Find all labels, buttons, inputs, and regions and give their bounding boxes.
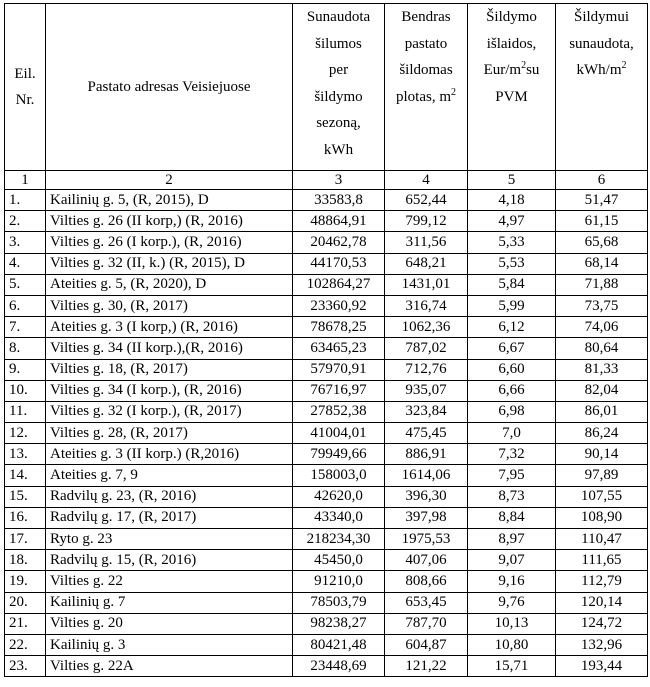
building-address-cell: Ateities g. 3 (I korp,) (R, 2016) [46,317,293,338]
heating-cost-cell: 6,66 [468,380,556,401]
table-row [5,571,648,592]
heating-cost-cell: 7,95 [468,465,556,486]
heating-cost-cell: 4,97 [468,211,556,232]
table-row [5,486,648,507]
row-number-cell: 10. [5,380,46,401]
heated-area-cell: 1614,06 [385,465,468,486]
heated-area-cell: 648,21 [385,253,468,274]
building-address-cell: Radvilų g. 17, (R, 2017) [46,507,293,528]
building-address-cell: Kailinių g. 7 [46,592,293,613]
consumption-per-m2-cell: 120,14 [556,592,648,613]
table-row [5,338,648,359]
row-number-cell: 8. [5,338,46,359]
consumption-per-m2-cell: 61,15 [556,211,648,232]
heating-cost-cell: 5,33 [468,232,556,253]
table-row [5,592,648,613]
heated-area-cell: 787,70 [385,613,468,634]
table-row [5,634,648,655]
header-row [5,4,648,171]
heat-consumed-cell: 45450,0 [293,550,385,571]
heated-area-cell: 316,74 [385,295,468,316]
heating-cost-cell: 4,18 [468,190,556,211]
table-row [5,423,648,444]
heating-cost-cell: 10,13 [468,613,556,634]
row-number-cell: 14. [5,465,46,486]
consumption-per-m2-cell: 51,47 [556,190,648,211]
consumption-per-m2-cell: 86,24 [556,423,648,444]
heat-consumed-cell: 57970,91 [293,359,385,380]
consumption-per-m2-cell: 124,72 [556,613,648,634]
consumption-per-m2-cell: 80,64 [556,338,648,359]
consumption-per-m2-cell: 86,01 [556,401,648,422]
heated-area-cell: 475,45 [385,423,468,444]
building-address-cell: Radvilų g. 15, (R, 2016) [46,550,293,571]
table-row [5,656,648,677]
column-number: 4 [385,171,468,190]
heat-consumed-cell: 41004,01 [293,423,385,444]
heat-consumed-cell: 79949,66 [293,444,385,465]
heating-cost-cell: 8,84 [468,507,556,528]
building-address-cell: Ateities g. 5, (R, 2020), D [46,274,293,295]
table-row [5,550,648,571]
heated-area-cell: 652,44 [385,190,468,211]
building-address-cell: Radvilų g. 23, (R, 2016) [46,486,293,507]
heat-consumed-cell: 27852,38 [293,401,385,422]
heat-consumed-cell: 78678,25 [293,317,385,338]
heating-cost-cell: 6,60 [468,359,556,380]
consumption-per-m2-cell: 112,79 [556,571,648,592]
header-consumption-per-m2: Šildymui sunaudota, kWh/$m^2$ [556,4,648,171]
building-address-cell: Kailinių g. 5, (R, 2015), D [46,190,293,211]
row-number-cell: 2. [5,211,46,232]
row-number-cell: 9. [5,359,46,380]
header-heated-area: Bendras pastato šildomas plotas, $m^2$ [385,4,468,171]
table-row [5,253,648,274]
heated-area-cell: 935,07 [385,380,468,401]
row-number-cell: 20. [5,592,46,613]
heat-consumed-cell: 80421,48 [293,634,385,655]
row-number-cell: 17. [5,529,46,550]
building-address-cell: Vilties g. 22 [46,571,293,592]
heat-consumed-cell: 23360,92 [293,295,385,316]
row-number-cell: 4. [5,253,46,274]
heating-cost-cell: 8,73 [468,486,556,507]
table-row [5,211,648,232]
row-number-cell: 5. [5,274,46,295]
heated-area-cell: 712,76 [385,359,468,380]
table-row [5,529,648,550]
consumption-per-m2-cell: 74,06 [556,317,648,338]
building-address-cell: Kailinių g. 3 [46,634,293,655]
consumption-per-m2-cell: 73,75 [556,295,648,316]
building-address-cell: Ryto g. 23 [46,529,293,550]
heating-cost-cell: 5,53 [468,253,556,274]
row-number-cell: 11. [5,401,46,422]
row-number-cell: 23. [5,656,46,677]
row-number-cell: 19. [5,571,46,592]
heating-cost-cell: 6,67 [468,338,556,359]
heating-cost-cell: 9,16 [468,571,556,592]
building-address-cell: Vilties g. 32 (II, k.) (R, 2015), D [46,253,293,274]
heated-area-cell: 397,98 [385,507,468,528]
heat-consumed-cell: 33583,8 [293,190,385,211]
building-address-cell: Vilties g. 32 (I korp.), (R, 2017) [46,401,293,422]
column-number: 2 [46,171,293,190]
row-number-cell: 12. [5,423,46,444]
table-body [5,190,648,677]
heating-cost-cell: 10,80 [468,634,556,655]
heat-consumed-cell: 218234,30 [293,529,385,550]
heat-consumed-cell: 48864,91 [293,211,385,232]
table-row [5,359,648,380]
heating-cost-cell: 7,0 [468,423,556,444]
table-row [5,444,648,465]
row-number-cell: 6. [5,295,46,316]
column-number: 1 [5,171,46,190]
heated-area-cell: 121,22 [385,656,468,677]
heat-consumed-cell: 23448,69 [293,656,385,677]
building-address-cell: Vilties g. 30, (R, 2017) [46,295,293,316]
heat-consumed-cell: 158003,0 [293,465,385,486]
building-address-cell: Vilties g. 26 (II korp,) (R, 2016) [46,211,293,232]
table-row [5,380,648,401]
heating-cost-cell: 9,76 [468,592,556,613]
heating-table [4,3,648,677]
consumption-per-m2-cell: 82,04 [556,380,648,401]
consumption-per-m2-cell: 110,47 [556,529,648,550]
table-row [5,295,648,316]
header-nr: Eil. Nr. [5,4,46,171]
table-row [5,232,648,253]
heated-area-cell: 396,30 [385,486,468,507]
heating-cost-cell: 8,97 [468,529,556,550]
building-address-cell: Vilties g. 26 (I korp.), (R, 2016) [46,232,293,253]
building-address-cell: Ateities g. 3 (II korp.) (R,2016) [46,444,293,465]
consumption-per-m2-cell: 193,44 [556,656,648,677]
row-number-cell: 18. [5,550,46,571]
consumption-per-m2-cell: 71,88 [556,274,648,295]
table-row [5,465,648,486]
heated-area-cell: 787,02 [385,338,468,359]
consumption-per-m2-cell: 97,89 [556,465,648,486]
heated-area-cell: 323,84 [385,401,468,422]
heated-area-cell: 1062,36 [385,317,468,338]
building-address-cell: Vilties g. 34 (II korp.),(R, 2016) [46,338,293,359]
heated-area-cell: 407,06 [385,550,468,571]
table-row [5,190,648,211]
heated-area-cell: 604,87 [385,634,468,655]
column-number: 3 [293,171,385,190]
heat-consumed-cell: 76716,97 [293,380,385,401]
consumption-per-m2-cell: 111,65 [556,550,648,571]
column-number-row [5,171,648,190]
heating-cost-cell: 5,84 [468,274,556,295]
row-number-cell: 3. [5,232,46,253]
consumption-per-m2-cell: 107,55 [556,486,648,507]
heating-cost-cell: 7,32 [468,444,556,465]
heat-consumed-cell: 98238,27 [293,613,385,634]
table-row [5,401,648,422]
row-number-cell: 22. [5,634,46,655]
building-address-cell: Vilties g. 18, (R, 2017) [46,359,293,380]
heated-area-cell: 808,66 [385,571,468,592]
row-number-cell: 7. [5,317,46,338]
header-heating-cost: Šildymo išlaidos, Eur/$m^2su$ PVM [468,4,556,171]
consumption-per-m2-cell: 90,14 [556,444,648,465]
heated-area-cell: 799,12 [385,211,468,232]
heated-area-cell: 653,45 [385,592,468,613]
building-address-cell: Vilties g. 20 [46,613,293,634]
building-address-cell: Vilties g. 28, (R, 2017) [46,423,293,444]
building-address-cell: Vilties g. 34 (I korp.), (R, 2016) [46,380,293,401]
header-heat-consumed: Sunaudota šilumos per šildymo sezoną, kWh [293,4,385,171]
heated-area-cell: 1431,01 [385,274,468,295]
consumption-per-m2-cell: 108,90 [556,507,648,528]
heated-area-cell: 311,56 [385,232,468,253]
heat-consumed-cell: 63465,23 [293,338,385,359]
column-number: 5 [468,171,556,190]
row-number-cell: 16. [5,507,46,528]
row-number-cell: 15. [5,486,46,507]
consumption-per-m2-cell: 65,68 [556,232,648,253]
consumption-per-m2-cell: 68,14 [556,253,648,274]
heat-consumed-cell: 78503,79 [293,592,385,613]
heat-consumed-cell: 43340,0 [293,507,385,528]
heating-cost-cell: 9,07 [468,550,556,571]
header-address: Pastato adresas Veisiejuose [46,4,293,171]
column-number: 6 [556,171,648,190]
heating-cost-cell: 6,12 [468,317,556,338]
heat-consumed-cell: 20462,78 [293,232,385,253]
heated-area-cell: 886,91 [385,444,468,465]
heating-cost-cell: 15,71 [468,656,556,677]
heated-area-cell: 1975,53 [385,529,468,550]
building-address-cell: Vilties g. 22A [46,656,293,677]
heating-cost-cell: 5,99 [468,295,556,316]
heat-consumed-cell: 102864,27 [293,274,385,295]
table-row [5,507,648,528]
row-number-cell: 1. [5,190,46,211]
row-number-cell: 13. [5,444,46,465]
heating-cost-cell: 6,98 [468,401,556,422]
heat-consumed-cell: 91210,0 [293,571,385,592]
table-row [5,613,648,634]
building-address-cell: Ateities g. 7, 9 [46,465,293,486]
heat-consumed-cell: 42620,0 [293,486,385,507]
consumption-per-m2-cell: 132,96 [556,634,648,655]
row-number-cell: 21. [5,613,46,634]
table-row [5,317,648,338]
table-row [5,274,648,295]
heat-consumed-cell: 44170,53 [293,253,385,274]
consumption-per-m2-cell: 81,33 [556,359,648,380]
